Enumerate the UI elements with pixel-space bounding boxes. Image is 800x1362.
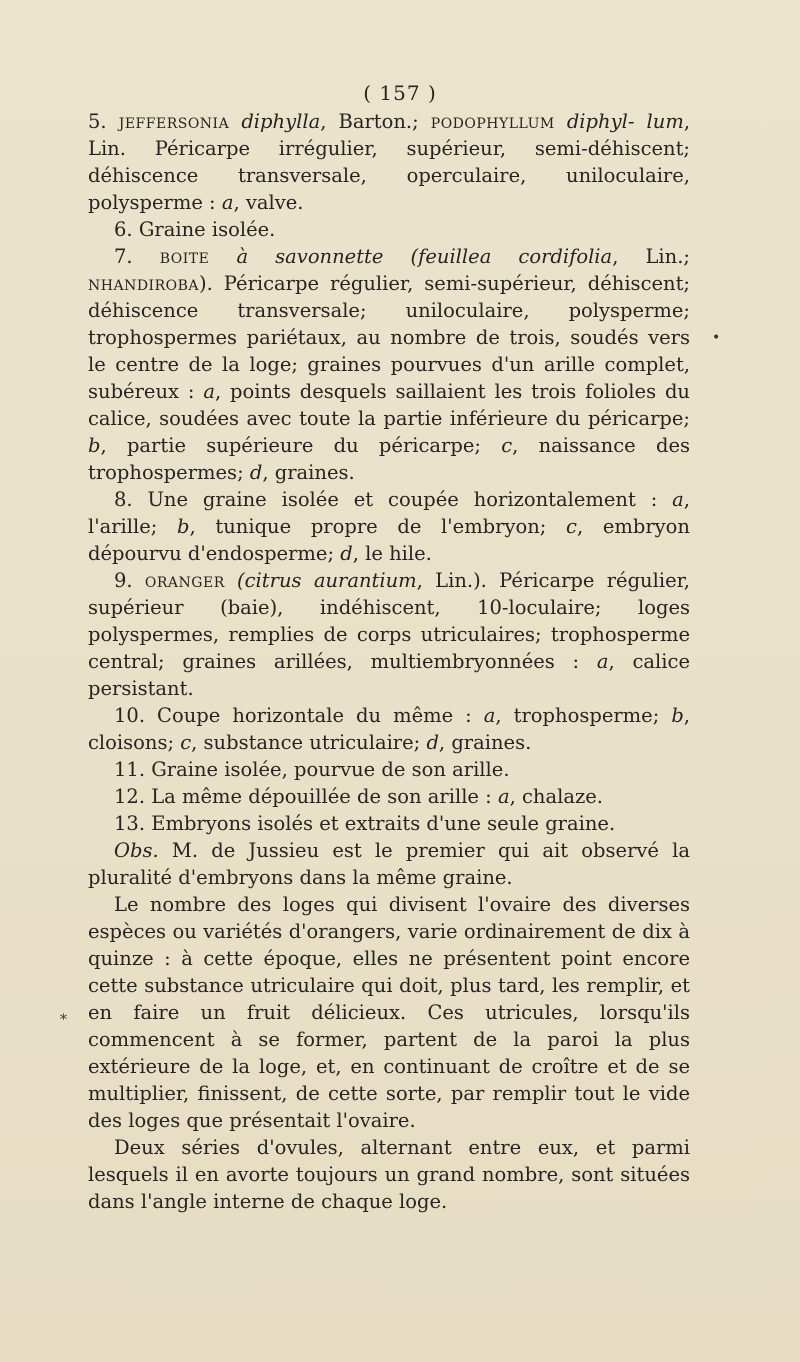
entry-5 — [88, 108, 690, 216]
entry-number: 13. — [114, 812, 146, 835]
fig-letter-a: a — [221, 191, 234, 214]
species-name: diphylla — [241, 110, 321, 133]
entry-7 — [88, 243, 690, 486]
entry-text-3: , partie supérieure du péricarpe; — [100, 434, 502, 457]
entry-text-3: , cloisons; — [88, 704, 690, 754]
entry-number: 5. — [88, 110, 107, 133]
entry-number: 9. — [114, 569, 133, 592]
species-name-2: diphyl- lum — [566, 110, 684, 133]
entry-text-2: , l'arille; — [88, 488, 690, 538]
entry-text-2: , chalaze. — [509, 785, 603, 808]
fig-letter-b: b — [88, 434, 101, 457]
entry-text: Embryons isolés et extraits d'une seule graine. — [151, 812, 616, 835]
entry-text-4: , naissance des trophospermes; — [88, 434, 690, 484]
genus-name-2: podophyllum — [430, 110, 555, 133]
fig-letter-a: a — [203, 380, 215, 403]
entry-text-2: , trophosperme; — [495, 704, 672, 727]
common-name: oranger — [144, 569, 225, 592]
entry-number: 11. — [114, 758, 146, 781]
fig-letter-a: a — [483, 704, 496, 727]
species-title: à savonnette (feuillea cordifolia — [209, 245, 613, 268]
entry-text-4: , substance utriculaire; — [191, 731, 427, 754]
entry-6 — [88, 216, 690, 243]
entry-text-2: , calice persistant. — [88, 650, 690, 700]
fig-letter-c: c — [501, 434, 513, 457]
entry-text: Graine isolée. — [138, 218, 276, 241]
fig-letter-c: c — [180, 731, 192, 754]
entry-text: , Lin.). Péricarpe régulier, supérieur (baie), indéhiscent, 10-loculaire; loges polyspermes, remplies de corps utriculaires; trophosperme central; graines arillées, multiembryonnées : — [88, 569, 691, 673]
entry-text-5: , le hile. — [352, 542, 432, 565]
common-name: boite — [159, 245, 210, 268]
entry-10 — [88, 702, 690, 756]
fig-letter-b: b — [177, 515, 190, 538]
entry-text-5: , graines. — [438, 731, 532, 754]
page-number: ( 157 ) — [363, 81, 437, 105]
entry-text-2: , points desquels saillaient les trois folioles du calice, soudées avec toute la partie inférieure du péricarpe; — [88, 380, 690, 430]
body-paragraph-1: Le nombre des loges qui divisent l'ovaire des diverses espèces ou variétés d'orangers, varie ordinairement de dix à quinze : à cette époque, elles ne présentent point encore cette substance utriculaire qui doit, plus tard, les remplir, et en faire un fruit délicieux. Ces utricules, lorsqu'ils commencent à se former, partent de la paroi la plus extérieure de la loge, et, en continuant de croître et de se multiplier, finissent, de cette sorte, par remplir tout le vide des loges que présentait l'ovaire. — [88, 893, 690, 1132]
entry-number: 10. — [114, 704, 146, 727]
obs-label: Obs. — [114, 839, 159, 862]
margin-star: * — [60, 1012, 67, 1028]
fig-letter-d: d — [340, 542, 353, 565]
authority: , Barton.; — [320, 110, 431, 133]
entry-8 — [88, 486, 690, 567]
entry-text-5: , graines. — [262, 461, 355, 484]
entry-number: 6. — [114, 218, 133, 241]
fig-letter-a: a — [497, 785, 510, 808]
entry-text: ). Péricarpe régulier, semi-supérieur, déhiscent; déhiscence transversale; uniloculaire, polysperme; trophospermes pariétaux, au nombre de trois, soudés vers le centre de la loge; graines pourvues d'un arille complet, subéreux : — [88, 272, 690, 403]
entry-number: 7. — [114, 245, 133, 268]
authority: , Lin.; — [612, 245, 690, 268]
fig-letter-a: a — [672, 488, 684, 511]
main-text — [88, 108, 690, 1215]
entry-number: 12. — [114, 785, 146, 808]
observation — [88, 837, 690, 891]
entry-text-3: , tunique propre de l'embryon; — [189, 515, 567, 538]
entry-11 — [88, 756, 690, 783]
vernacular-name: nhandiroba — [88, 272, 199, 295]
entry-text: La même dépouillée de son arille : — [151, 785, 498, 808]
fig-letter-d: d — [426, 731, 439, 754]
body-paragraph-2: Deux séries d'ovules, alternant entre eux, et parmi lesquels il en avorte toujours un grand nombre, sont situées dans l'angle interne de chaque loge. — [88, 1136, 690, 1213]
entry-tail: , valve. — [233, 191, 304, 214]
obs-text: M. de Jussieu est le premier qui ait observé la pluralité d'embryons dans la même graine. — [88, 839, 690, 889]
entry-text-4: , embryon dépourvu d'endosperme; — [88, 515, 690, 565]
entry-9 — [88, 567, 690, 702]
entry-text: , Lin. Péricarpe irrégulier, supérieur, semi-déhiscent; déhiscence transversale, operculaire, uniloculaire, polysperme : — [88, 110, 691, 214]
fig-letter-b: b — [671, 704, 684, 727]
entry-text: Une graine isolée et coupée horizontalement : — [147, 488, 673, 511]
margin-dot: • — [712, 330, 721, 346]
entry-text: Coupe horizontale du même : — [157, 704, 484, 727]
entry-13 — [88, 810, 690, 837]
fig-letter-a: a — [596, 650, 609, 673]
entry-text: Graine isolée, pourvue de son arille. — [151, 758, 510, 781]
entry-12 — [88, 783, 690, 810]
fig-letter-d: d — [249, 461, 263, 484]
species-title: (citrus aurantium — [224, 569, 417, 592]
entry-number: 8. — [114, 488, 133, 511]
fig-letter-c: c — [566, 515, 577, 538]
genus-name: jeffersonia — [118, 110, 230, 133]
